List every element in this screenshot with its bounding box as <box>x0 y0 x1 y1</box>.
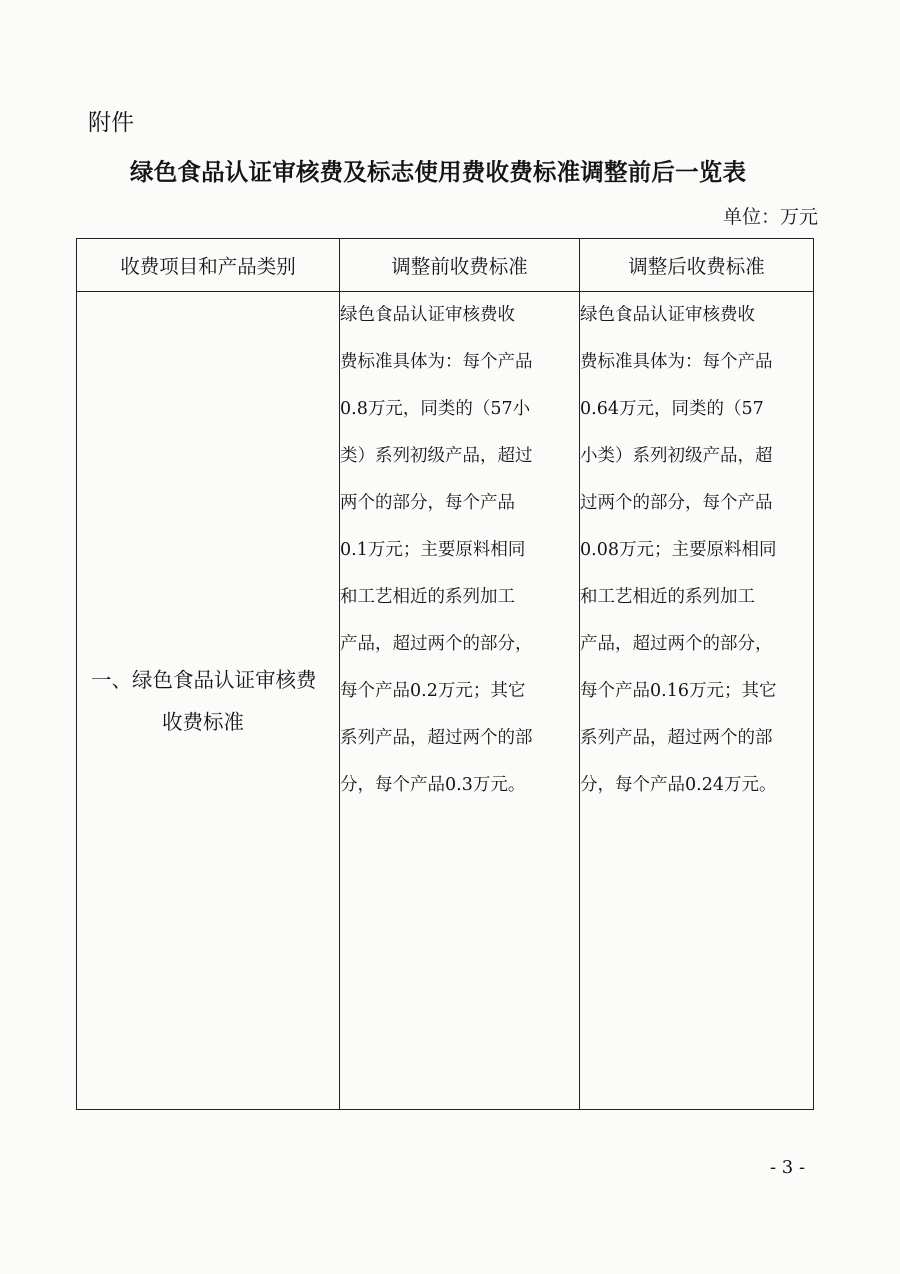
before-line: 费标准具体为：每个产品 <box>340 352 533 372</box>
before-line: 分，每个产品0.3万元。 <box>340 775 526 795</box>
item-line: 一、绿色食品认证审核费 <box>91 667 317 692</box>
table-row <box>77 292 814 1110</box>
after-line: 产品，超过两个的部分， <box>580 634 773 654</box>
attachment-label: 附件 <box>88 110 134 136</box>
before-line: 两个的部分，每个产品 <box>340 493 515 513</box>
header-item-category: 收费项目和产品类别 <box>77 239 340 292</box>
header-after-standard: 调整后收费标准 <box>580 239 814 292</box>
before-line: 类）系列初级产品，超过 <box>340 446 533 466</box>
page-number: - 3 - <box>770 1157 806 1178</box>
before-line: 0.8万元，同类的（57小 <box>340 399 531 419</box>
before-line: 和工艺相近的系列加工 <box>340 587 515 607</box>
header-before-standard: 调整前收费标准 <box>340 239 580 292</box>
before-line: 系列产品，超过两个的部 <box>340 728 533 748</box>
after-line: 小类）系列初级产品，超 <box>580 446 773 466</box>
table-header-row <box>77 239 814 292</box>
after-line: 费标准具体为：每个产品 <box>580 352 773 372</box>
after-line: 和工艺相近的系列加工 <box>580 587 755 607</box>
item-line: 收费标准 <box>162 709 244 734</box>
before-line: 产品，超过两个的部分， <box>340 634 533 654</box>
after-line: 0.64万元，同类的（57 <box>580 399 764 419</box>
before-line: 绿色食品认证审核费收 <box>340 305 515 325</box>
after-line: 0.08万元；主要原料相同 <box>580 540 777 560</box>
before-standard-cell <box>340 292 580 1110</box>
before-line: 每个产品0.2万元；其它 <box>340 681 526 701</box>
after-line: 系列产品，超过两个的部 <box>580 728 773 748</box>
after-standard-cell <box>580 292 814 1110</box>
fee-comparison-table <box>76 238 814 1110</box>
document-title: 绿色食品认证审核费及标志使用费收费标准调整前后一览表 <box>130 158 747 186</box>
after-line: 绿色食品认证审核费收 <box>580 305 755 325</box>
after-line: 过两个的部分，每个产品 <box>580 493 773 513</box>
after-line: 分，每个产品0.24万元。 <box>580 775 777 795</box>
item-cell <box>77 292 340 1110</box>
before-line: 0.1万元；主要原料相同 <box>340 540 526 560</box>
after-line: 每个产品0.16万元；其它 <box>580 681 777 701</box>
unit-label: 单位：万元 <box>722 206 818 228</box>
